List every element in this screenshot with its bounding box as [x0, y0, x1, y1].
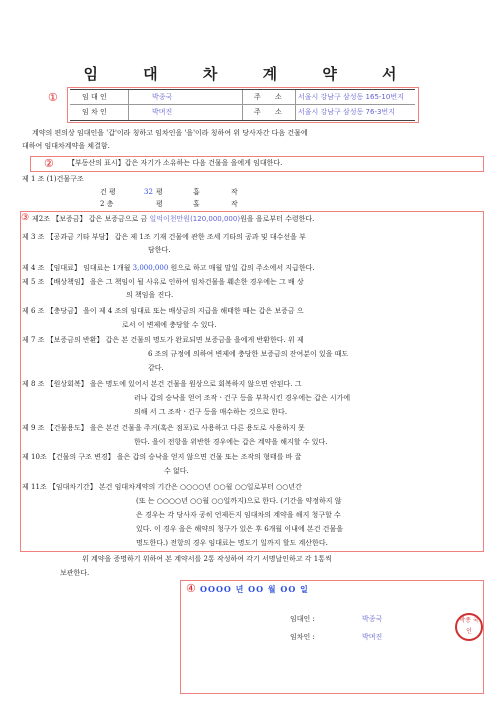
sign-landlord-name: 박종국 — [362, 615, 383, 623]
article-3-line-1: 제 3 조 【공과금 기타 부담】 갑은 제 1조 기재 건물에 관한 조세 기타의 공과 및 대수선을 부 — [22, 233, 306, 241]
article-3-line-2: 담한다. — [148, 246, 171, 254]
article-6-line-2: 로서 이 변제에 충당할 수 있다. — [122, 321, 217, 329]
article-11-line-4: 있다. 이 경우 을은 해약의 청구가 있은 후 6개월 이내에 본건 건물을 — [136, 525, 343, 533]
closing-line-1: 위 계약을 증명하기 위하여 본 계약서를 2통 작성하여 각기 서명날인하고 각 1통씩 — [82, 555, 332, 563]
intro-line-2: 대하여 임대차계약을 체결함. — [22, 142, 110, 150]
article-9-line-1: 제 9 조 【건물용도】 을은 본건 건물을 주거(혹은 점포)로 사용하고 다른 용도로 사용하지 못 — [22, 424, 305, 432]
sign-tenant-name: 박며진 — [362, 633, 383, 641]
area-value: 32 — [144, 188, 153, 196]
article-11-line-2: (또 는 ○○○○년 ○○월 ○○일까지)으로 한다. (기간을 약정하지 않 — [136, 497, 342, 505]
article-7-line-2: 6 조의 규정에 의하여 변제에 충당한 보증금의 잔여분이 있을 때도 — [148, 350, 349, 358]
sign-landlord-label: 임대인 : — [290, 615, 315, 623]
area-unit: 평 — [156, 188, 163, 196]
article-1: 제 1 조 (1)건물구조 — [22, 175, 84, 183]
marker-3: ③ — [21, 213, 30, 223]
article-6-line-1: 제 6 조 【충당금】 을이 제 4 조의 임대료 또는 배상금의 지급을 해태한 때는 갑은 보증금 으 — [22, 307, 304, 315]
signing-box — [180, 580, 484, 694]
article-5-line-1: 제 5 조 【배상책임】 을은 그 책임이 될 사유로 인하여 임차건물을 훼손한 경우에는 그 배 상 — [22, 278, 304, 286]
deposit-amount: 일억이천만원(120,000,000) — [149, 215, 241, 223]
floor-kind: 홀 — [193, 200, 200, 208]
property-heading: 【부동산의 표시】갑은 자기가 소유하는 다음 건물을 을에게 임대한다. — [68, 159, 283, 167]
article-7-line-1: 제 7 조 【보증금의 반환】 갑은 본 건물의 명도가 완료되면 보증금을 을에게 반환한다. 위 제 — [22, 336, 304, 344]
tenant-address: 서울시 강남구 삼성동 76-3번지 — [298, 108, 395, 116]
marker-1: ① — [48, 91, 58, 104]
parties-table — [70, 89, 415, 121]
tenant-label: 임 차 인 — [82, 108, 107, 116]
article-5-line-2: 의 책임을 진다. — [126, 291, 174, 299]
intro-line-1: 계약의 편의상 임대인을 '갑'이라 칭하고 임차인을 '을'이라 칭하여 위 당사자간 다음 건물에 — [32, 129, 308, 137]
article-9-line-2: 한다. 을이 전항을 위반한 경우에는 갑은 계약을 해지할 수 있다. — [134, 438, 328, 446]
marker-2: ② — [44, 157, 54, 170]
floor-end: 작 — [231, 200, 238, 208]
article-4-post: 원으로 하고 매월 말일 갑의 주소에서 지급한다. — [170, 264, 315, 272]
floor-unit: 평 — [156, 200, 163, 208]
article-8-line-3: 의해 서 그 조작ㆍ건구 등을 매수하는 것으로 한다. — [134, 408, 288, 416]
area-end: 작 — [231, 188, 238, 196]
article-4 — [22, 263, 315, 273]
marker-4: ④ — [186, 582, 196, 595]
article-8-line-2: 러나 갑의 승낙을 얻어 조작ㆍ건구 등을 부착시킨 경우에는 갑은 시가에 — [134, 394, 351, 402]
tenant-name: 박며진 — [152, 108, 173, 116]
table-divider — [242, 90, 243, 120]
landlord-name: 박종국 — [152, 93, 173, 101]
landlord-address: 서울시 강남구 삼성동 165-10번지 — [298, 93, 404, 101]
article-4-pre: 제 4 조 【임대료】 임대료는 1개월 — [22, 264, 131, 272]
tenant-addr-label: 주 소 — [254, 108, 288, 116]
table-divider — [295, 90, 296, 120]
floor-label: 2 층 — [100, 200, 114, 208]
area-kind: 흡 — [193, 188, 200, 196]
contract-date: OOOO 년 OO 월 OO 일 — [200, 584, 309, 594]
article-11-line-3: 은 경우는 각 당사자 공히 언제든지 임대차의 계약을 해지 청구할 수 — [136, 511, 341, 519]
landlord-addr-label: 주 소 — [254, 93, 288, 101]
article-8-line-1: 제 8 조 【원상회복】 을은 명도에 있어서 본건 건물을 원상으로 회복하지 않으면 안된다. 그 — [22, 380, 302, 388]
landlord-label: 임 대 인 — [82, 93, 107, 101]
table-divider — [128, 90, 129, 120]
article-2 — [32, 214, 314, 224]
article-2-pre: 제2조 【보증금】 갑은 보증금으로 금 — [32, 215, 148, 223]
article-11-line-5: 명도한다.) 전항의 경우 임대료는 명도기 일까지 할도 계산한다. — [136, 539, 328, 547]
article-2-post: 원을 을로부터 수령한다. — [240, 215, 315, 223]
article-10-line-2: 수 없다. — [164, 467, 189, 475]
sign-tenant-label: 임차인 : — [290, 633, 315, 641]
rent-amount: 3,000,000 — [132, 264, 169, 272]
seal-stamp: 박종 국인 — [455, 613, 483, 641]
area-label: 건 평 — [100, 188, 116, 196]
document-title: 임 대 차 계 약 서 — [83, 65, 417, 83]
article-11-line-1: 제 11조 【임대차기간】 본건 임대차계약의 기간은 ○○○○년 ○○월 ○○일로부터 ○○년간 — [22, 483, 302, 491]
closing-line-2: 보관한다. — [60, 569, 90, 577]
article-10-line-1: 제 10조 【건물의 구조 변경】 을은 갑의 승낙을 얻지 않으면 건물 또는 조작의 형태를 바 꿀 — [22, 453, 302, 461]
article-7-line-3: 같다. — [148, 364, 164, 372]
